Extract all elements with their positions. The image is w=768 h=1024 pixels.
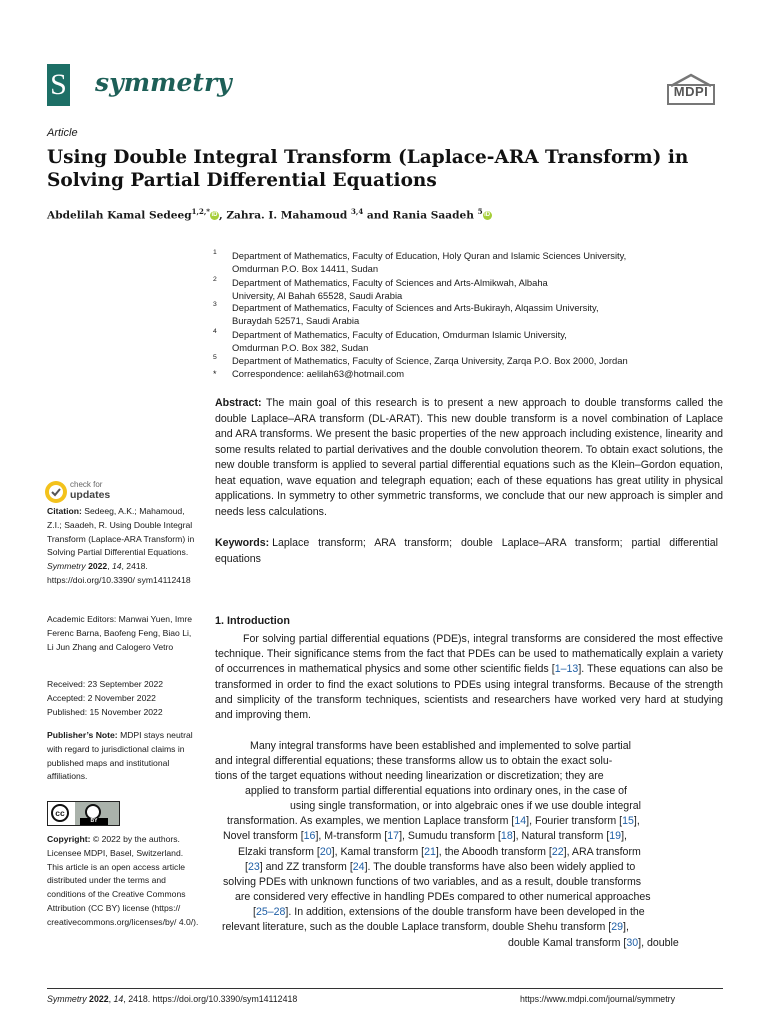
intro-paragraph-1 — [215, 632, 723, 723]
text: ], ARA transform — [563, 846, 641, 858]
affiliation-number: 5 — [213, 354, 217, 361]
text: ], Fourier transform [ — [526, 815, 623, 827]
publisher-note — [47, 729, 199, 784]
copyright-text: © 2022 by the authors. Licensee MDPI, Basel, Switzerland. This article is an open access article distributed under the terms and conditions of the Creative Commons Attribution (CC BY) license (https:// creativecommons.org/licenses/by/ 4.0/). — [47, 834, 199, 927]
intro-line: and integral differential equations; these transforms allow us to obtain the exact solu- — [215, 755, 613, 767]
citation-link[interactable]: 23 — [247, 861, 260, 873]
logo-letter: S — [50, 68, 67, 101]
intro-line: using single transformation, or into algebraic ones if we use double integral — [290, 800, 641, 812]
journal-logo-icon — [47, 64, 70, 106]
citation-journal: Symmetry — [47, 561, 86, 572]
citation-doi[interactable]: , 2418. https://doi.org/10.3390/ sym14112418 — [47, 561, 191, 585]
affiliation-text: Department of Mathematics, Faculty of Sciences and Arts-Bukirayh, Alqassim University, Buraydah 52571, Saudi Arabia — [232, 302, 599, 326]
check-big-text: updates — [70, 489, 111, 501]
affiliation-number: 2 — [213, 276, 217, 283]
intro-line — [508, 936, 723, 951]
text: ], Kamal transform [ — [331, 846, 425, 858]
footer-divider — [47, 988, 723, 989]
text: ], — [623, 921, 629, 933]
affiliation — [213, 329, 713, 354]
mdpi-text: MDPI — [673, 84, 709, 99]
affiliation-number: 3 — [213, 301, 217, 308]
citation-link[interactable]: 24 — [352, 861, 365, 873]
citation-link[interactable]: 16 — [303, 830, 316, 842]
text: relevant literature, such as the double Laplace transform, double Shehu transform [ — [222, 921, 612, 933]
abstract — [215, 396, 723, 520]
dates-block — [47, 678, 199, 719]
check-small-text: check for — [70, 480, 103, 489]
author-list — [47, 207, 492, 222]
citation-link[interactable]: 22 — [551, 846, 564, 858]
cc-by-license-badge[interactable] — [47, 801, 120, 826]
copyright-block — [47, 833, 199, 930]
citation-label: Citation: — [47, 506, 82, 516]
intro-line: tions of the target equations without needing linearization or discretization; they are — [215, 770, 604, 782]
text: [ — [253, 906, 256, 918]
academic-editors: Academic Editors: Manwai Yuen, Imre Ferenc Barna, Baofeng Feng, Biao Li, Li Jun Zhang and Calogero Vetro — [47, 614, 193, 652]
correspondence-text[interactable]: Correspondence: aelilah63@hotmail.com — [232, 368, 405, 379]
intro-line: Many integral transforms have been established and implemented to solve partial — [250, 740, 631, 752]
affiliation — [213, 250, 713, 275]
text: ], Sumudu transform [ — [399, 830, 501, 842]
text: transformation. As examples, we mention Laplace transform [ — [227, 815, 515, 827]
citation-volume: 14 — [111, 561, 122, 572]
text: ], Natural transform [ — [512, 830, 610, 842]
affiliation-number: * — [213, 369, 217, 379]
intro-line — [222, 920, 723, 935]
author-sup: 5 — [477, 207, 483, 216]
text: ]. These equations can also be transformed in order to find the exact solutions to PDEs using integral transforms. Because of the strength and simplicity of the transform techniques, scientists and researchers have worked very hard at studying and improving them. — [215, 663, 723, 722]
abstract-text: The main goal of this research is to present a new approach to double transforms called the double Laplace–ARA transform (DL-ARAT). This new double transform is a novel combination of Laplace and ARA transforms. We present the basic properties of the new approach including existence, linearity and some results related to partial derivatives and the double convolution theorem. To obtain exact solutions, the new double transform is applied to several partial differential equations such as the Klein–Gordon equation, heat equation, wave equation and telegraph equation; each of these equations has great utility in physical applications. In symmetry to other symmetric transforms, we conclude that our new approach is simpler and needs less calculations. — [215, 397, 723, 518]
affiliation-text: Department of Mathematics, Faculty of Education, Omdurman Islamic University, Omdurman P.O. Box 382, Sudan — [232, 329, 567, 353]
paper-title: Using Double Integral Transform (Laplace-ARA Transform) in Solving Partial Differential Equations — [47, 147, 689, 191]
correspondence — [213, 368, 713, 381]
affiliation-text: Department of Mathematics, Faculty of Sciences and Arts-Almikwah, Albaha University, Al Bahah 65528, Saudi Arabia — [232, 277, 548, 301]
journal-name: symmetry — [95, 68, 232, 97]
received-date: Received: 23 September 2022 — [47, 679, 164, 689]
text: ], double — [638, 937, 679, 949]
citation-block: Citation: Sedeeg, A.K.; Mahamoud, Z.I.; Saadeh, R. Using Double Integral Transform (Laplace-ARA Transform) in Solving Partial Differential Equations. Symmetry 2022, 14, 2418. https://doi.org/10.3390/ sym14112418 — [47, 506, 195, 585]
citation-link[interactable]: 19 — [609, 830, 622, 842]
intro-line — [223, 829, 723, 844]
footer-journal: Symmetry — [47, 994, 87, 1004]
text: ]. In addition, extensions of the double transform have been developed in the — [285, 906, 645, 918]
citation-link[interactable]: 1–13 — [554, 663, 579, 676]
accepted-date: Accepted: 2 November 2022 — [47, 692, 156, 703]
affiliation-text: Department of Mathematics, Faculty of Education, Holy Quran and Islamic Sciences University, Omdurman P.O. Box 14411, Sudan — [232, 250, 627, 274]
article-type: Article — [47, 127, 78, 139]
text: double Kamal transform [ — [508, 937, 627, 949]
affiliation — [213, 355, 713, 368]
intro-line: solving PDEs with unknown functions of two variables, and as a result, double transforms — [223, 876, 642, 888]
intro-line — [253, 905, 723, 920]
intro-line — [238, 845, 723, 860]
text: ] and ZZ transform [ — [259, 861, 353, 873]
affiliation — [213, 277, 713, 302]
note-text: MDPI stays neutral with regard to jurisdictional claims in published maps and institutional affiliations. — [47, 730, 193, 782]
published-date: Published: 15 November 2022 — [47, 706, 163, 717]
citation-link[interactable]: 15 — [622, 815, 634, 827]
author-name[interactable]: Abdelilah Kamal Sedeeg — [47, 209, 192, 222]
citation-link[interactable]: 25–28 — [255, 906, 286, 918]
citation-link[interactable]: 20 — [319, 846, 332, 858]
intro-line — [227, 814, 723, 829]
section-heading: 1. Introduction — [215, 615, 290, 627]
footer-journal-url[interactable]: https://www.mdpi.com/journal/symmetry — [520, 994, 675, 1004]
keywords-label: Keywords: — [215, 537, 270, 549]
note-label: Publisher’s Note: — [47, 730, 118, 740]
footer-doi[interactable]: , 2418. https://doi.org/10.3390/sym14112418 — [123, 994, 298, 1004]
intro-line: applied to transform partial differential equations into ordinary ones, in the case of — [245, 785, 627, 797]
keywords — [215, 536, 723, 567]
footer-citation: Symmetry 2022, 14, 2418. https://doi.org/10.3390/sym14112418 — [47, 994, 298, 1004]
intro-line — [245, 860, 723, 875]
affiliation-number: 1 — [213, 249, 217, 256]
author-name[interactable]: , Zahra. I. Mahamoud — [218, 209, 348, 222]
intro-line: are considered very effective in handling PDEs compared to other numerical approaches — [235, 891, 651, 903]
citation-link[interactable]: 17 — [387, 830, 400, 842]
text: ]. The double transforms have also been widely applied to — [364, 861, 636, 873]
citation-link[interactable]: 14 — [514, 815, 527, 827]
cc-icon: cc — [51, 804, 69, 822]
check-updates-icon — [44, 480, 68, 504]
citation-text: Sedeeg, A.K.; Mahamoud, Z.I.; Saadeh, R. Using Double Integral Transform (Laplace-ARA Transform) in Solving Partial Differential Equations. — [47, 506, 195, 558]
text: [ — [245, 861, 248, 873]
text: ], — [633, 815, 640, 827]
cc-by-label: BY — [80, 818, 108, 825]
author-sup: 1,2,* — [191, 207, 210, 216]
author-name[interactable]: and Rania Saadeh — [363, 209, 474, 222]
orcid-icon[interactable]: iD — [484, 212, 491, 219]
text: Elzaki transform [ — [238, 846, 320, 858]
orcid-icon[interactable]: iD — [211, 212, 218, 219]
citation-link[interactable]: 21 — [424, 846, 436, 858]
citation-link[interactable]: 30 — [626, 937, 639, 949]
text: For solving partial differential equations (PDE)s, integral transforms are considered the most effective technique. Their significance stems from the fact that PDEs can be used to mathematically explain a variety of occurrences in mathematical physics and some other scientific fields [ — [215, 633, 723, 676]
affiliation-text: Department of Mathematics, Faculty of Science, Zarqa University, Zarqa P.O. Box 2000, Jordan — [232, 355, 628, 366]
affiliation — [213, 302, 713, 327]
citation-link[interactable]: 18 — [500, 830, 513, 842]
affiliation-number: 4 — [213, 328, 217, 335]
text: Novel transform [ — [223, 830, 304, 842]
footer-year: 2022 — [89, 994, 109, 1004]
text: ], — [621, 830, 627, 842]
citation-year: 2022 — [88, 561, 108, 572]
keywords-text: Laplace transform; ARA transform; double Laplace–ARA transform; partial differential equations — [215, 537, 718, 565]
text: ], M-transform [ — [315, 830, 388, 842]
text: ], the Aboodh transform [ — [435, 846, 552, 858]
abstract-label: Abstract: — [215, 397, 262, 409]
mdpi-logo — [665, 72, 717, 106]
footer-volume: 14 — [113, 994, 124, 1004]
copyright-label: Copyright: — [47, 834, 91, 844]
author-sup: 3,4 — [351, 207, 364, 216]
citation-link[interactable]: 29 — [611, 921, 624, 933]
